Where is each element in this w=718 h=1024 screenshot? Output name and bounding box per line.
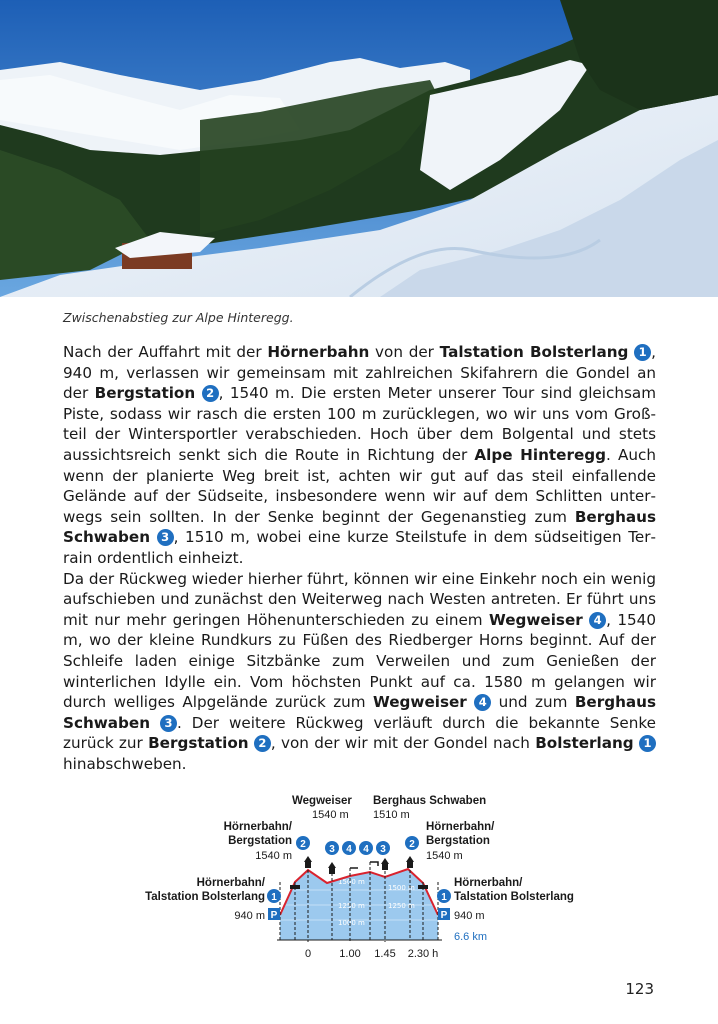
bold-place-name: Berghaus Schwaben [63, 693, 656, 732]
left-berg-line1: Hörnerbahn/ [223, 821, 292, 833]
bold-place-name: Bergstation [148, 734, 249, 753]
right-tal-line1: Hörnerbahn/ [454, 877, 523, 889]
left-tal-alt: 940 m [234, 910, 265, 922]
waypoint-number-badge: 2 [202, 385, 219, 402]
winter-landscape-photo [0, 0, 718, 297]
waypoint-number-badge: 3 [157, 529, 174, 546]
left-tal-line2: Talstation Bolsterlang [145, 891, 265, 903]
bold-place-name: Hörnerbahn [267, 343, 370, 361]
text-run [150, 714, 160, 732]
text-run [467, 693, 474, 711]
text-run [195, 384, 201, 402]
label-wegweiser: Wegweiser [292, 795, 352, 807]
marker-right-tal: 1 [441, 892, 447, 903]
elev-label-1250-right: 1250 m [388, 902, 415, 910]
marker-top-1: 3 [329, 844, 335, 855]
text-run [150, 528, 157, 546]
time-0: 0 [304, 948, 312, 960]
distance-label: 6.6 km [454, 931, 488, 943]
text-run: , von der wir mit der Gondel nach [270, 734, 536, 753]
marker-top-4: 3 [380, 844, 386, 855]
marker-top-2: 4 [346, 844, 352, 855]
waypoint-number-badge: 4 [589, 612, 606, 629]
marker-top-3: 4 [363, 844, 369, 855]
elev-label-1500-right: 1500 m [388, 884, 415, 892]
bold-place-name: Alpe Hinteregg [474, 445, 606, 464]
paragraph-2 [63, 569, 656, 775]
parking-left: P [270, 910, 278, 921]
elev-label-1250: 1250 m [338, 902, 365, 910]
bold-place-name: Wegweiser [488, 610, 583, 629]
bold-place-name: Bergstation [94, 384, 196, 403]
label-berghaus-alt: 1510 m [373, 809, 410, 821]
text-run: . Der weitere Rückweg verläuft durch die bekannte Senke zurück zur [63, 713, 656, 753]
right-berg-alt: 1540 m [426, 850, 463, 862]
label-wegweiser-alt: 1540 m [312, 809, 349, 821]
text-run: von der [369, 343, 440, 361]
bold-place-name: Talstation Bolsterlang [439, 343, 629, 361]
photo-caption: Zwischenabstieg zur Alpe Hinteregg. [63, 310, 294, 325]
text-run: hinabschweben. [63, 754, 187, 773]
waypoint-number-badge: 1 [639, 735, 656, 752]
parking-right: P [440, 910, 448, 921]
elevation-profile [120, 790, 600, 965]
text-run: , 940 m, verlassen wir gemeinsam mit zahlreichen Skifahrern die Gondel an der [63, 343, 656, 403]
right-berg-line1: Hörnerbahn/ [426, 821, 495, 833]
paragraph-1 [63, 342, 656, 569]
marker-left-tal: 1 [271, 892, 277, 903]
text-run: , 1540 m. Die ersten Meter unserer Tour sind gleichsam Piste, sodass wir rasch die ersten 100 m zurücklegen, wo wir uns vom Großteil der Wintersportler verabschieden. Hoch über dem Bolgental und stets aussichtsreich senkt sich die Route in Richtung der [63, 384, 656, 464]
text-run: . Auch wenn der planierte Weg breit ist, achten wir gut auf das steil einfallende Gelände auf der Südseite, insbesondere wenn wir auf dem Schlitten unterwegs sein sollten. In der Senke beginnt der Gegenanstieg zum [63, 445, 656, 526]
waypoint-number-badge: 2 [254, 735, 271, 752]
elev-label-1500: 1500 m [338, 878, 365, 886]
right-tal-line2: Talstation Bolsterlang [454, 891, 574, 903]
time-3: 2.30 h [407, 948, 439, 960]
waypoint-number-badge: 3 [160, 715, 177, 732]
marker-right-berg: 2 [409, 839, 415, 850]
right-berg-line2: Bergstation [426, 835, 490, 847]
elev-label-1000: 1000 m [338, 919, 365, 927]
bold-place-name: Bolsterlang [535, 734, 634, 753]
time-1: 1.00 [339, 948, 361, 960]
left-berg-line2: Bergstation [228, 835, 292, 847]
text-run: , 1510 m, wobei eine kurze Steilstufe in dem südseitigen Terrain ordentlich einheizt. [63, 528, 657, 567]
text-run: Nach der Auffahrt mit der [63, 343, 268, 361]
text-run: und zum [491, 693, 575, 712]
marker-left-berg: 2 [300, 839, 306, 850]
page-number: 123 [625, 980, 654, 998]
text-run: Da der Rückweg wieder hierher führt, können wir eine Einkehr noch ein wenig aufschieben und zunächst den Weiterweg nach Westen antreten. Er führt uns mit nur mehr geringen Höhenunterschieden zu einem [63, 569, 656, 629]
text-run: , 1540 m, wo der kleine Rundkurs zu Füßen des Riedberger Horns beginnt. Auf der Schleife laden einige Sitzbänke zum Verweilen und zum Genießen der winterlichen Idylle ein. Vom höchsten Punkt auf ca. 1580 m gelangen wir durch welliges Alpgelände zurück zum [63, 610, 656, 712]
bold-place-name: Berghaus Schwaben [63, 507, 656, 547]
label-berghaus: Berghaus Schwaben [373, 795, 487, 807]
body-text [63, 342, 656, 774]
left-berg-alt: 1540 m [255, 850, 292, 862]
right-tal-alt: 940 m [454, 910, 485, 922]
waypoint-number-badge: 4 [474, 694, 491, 711]
time-2: 1.45 [374, 948, 396, 960]
left-tal-line1: Hörnerbahn/ [196, 877, 265, 889]
waypoint-number-badge: 1 [634, 344, 651, 361]
bold-place-name: Wegweiser [373, 693, 467, 712]
